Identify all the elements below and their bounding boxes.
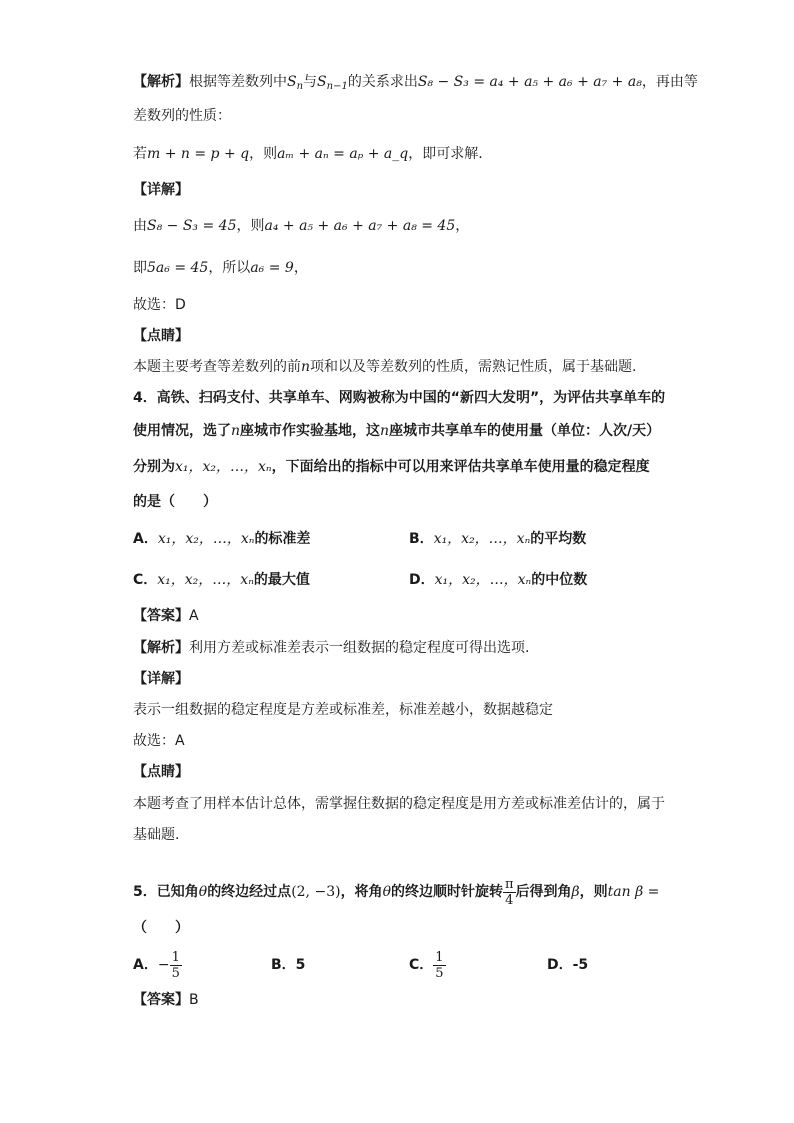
math-xs: x₁，x₂，…，xₙ xyxy=(157,572,254,588)
option-text: 的标准差 xyxy=(254,531,311,547)
answer-value: B xyxy=(189,992,199,1008)
text: ，下面给出的指标中可以用来评估共享单车使用量的稳定程度 xyxy=(271,459,650,475)
answer-value: A xyxy=(189,608,199,624)
math-tan-beta: tan β = xyxy=(607,884,660,900)
text: ，则 xyxy=(236,218,265,234)
q3-analysis-line1 xyxy=(133,70,698,94)
option-label: C． xyxy=(409,957,434,973)
text: ，即可求解. xyxy=(408,146,483,162)
math-theta: θ xyxy=(382,884,391,900)
q5-paren: （ ） xyxy=(133,920,189,936)
formula-eq4: a₆ = 9 xyxy=(250,260,294,276)
option-text: 的平均数 xyxy=(530,531,587,547)
q3-dianjing-text xyxy=(133,355,664,379)
text: 由 xyxy=(133,218,147,234)
text: ，则 xyxy=(579,884,608,900)
math-sn xyxy=(287,74,303,90)
q4-option-a xyxy=(133,527,310,551)
q4-answer xyxy=(133,604,664,628)
analysis-text: 利用方差或标准差表示一组数据的稳定程度可得出选项. xyxy=(189,640,530,656)
q4-option-c xyxy=(133,568,310,592)
fraction-denominator: 5 xyxy=(171,965,180,981)
q5-stem-line1 xyxy=(133,870,664,914)
q4-option-d xyxy=(409,568,587,592)
text: ，将角 xyxy=(340,884,383,900)
math-xs: x₁，x₂，…，xₙ xyxy=(434,572,532,588)
formula-eq1: S₈ − S₃ = 45 xyxy=(147,218,237,234)
q4-stem-line1: 4．高铁、扫码支付、共享单车、网购被称为中国的“新四大发明”，为评估共享单车的 xyxy=(133,390,666,406)
formula-am-an: aₘ + aₙ = aₚ + a_q xyxy=(277,146,409,162)
q5-option-d: D．-5 xyxy=(547,957,589,973)
q4-dianjing-tag: 【点睛】 xyxy=(133,764,189,780)
answer-tag: 【答案】 xyxy=(133,992,189,1008)
q4-analysis xyxy=(133,636,664,660)
formula-eq3: 5a₆ = 45 xyxy=(147,260,209,276)
q5-option-b: B．5 xyxy=(271,957,306,973)
sub-n: n xyxy=(296,81,304,92)
fraction-one-fifth xyxy=(433,950,445,981)
math-n: n xyxy=(231,423,241,439)
text: ，所以 xyxy=(208,260,251,276)
sn-symbol: S xyxy=(317,74,327,90)
q4-stem-line2 xyxy=(133,419,664,443)
q4-detail-tag: 【详解】 xyxy=(133,671,189,687)
fraction-numerator: π xyxy=(505,876,514,892)
q5-option-c xyxy=(409,945,446,985)
fraction-numerator: 1 xyxy=(171,949,180,965)
text: 本题主要考查等差数列的前 xyxy=(133,359,301,375)
analysis-tag: 【解析】 xyxy=(133,74,189,90)
q4-dianjing-line1: 本题考查了用样本估计总体，需掌握住数据的稳定程度是用方差或标准差估计的，属于 xyxy=(133,796,665,812)
text: 的关系求出 xyxy=(347,74,418,90)
formula-mnpq: m + n = p + q xyxy=(147,146,250,162)
math-n: n xyxy=(301,359,311,375)
text: 根据等差数列中 xyxy=(189,74,287,90)
q3-analysis-line3 xyxy=(133,142,664,166)
fraction-pi-over-4 xyxy=(503,877,516,908)
text: ， xyxy=(293,260,308,276)
text: 即 xyxy=(133,260,147,276)
math-xs: x₁，x₂，…，xₙ xyxy=(157,531,255,547)
math-xs: x₁，x₂，…，xₙ xyxy=(175,459,272,475)
formula-s8-s3: S₈ − S₃ = a₄ + a₅ + a₆ + a₇ + a₈ xyxy=(417,74,642,90)
minus-sign: − xyxy=(157,957,170,973)
q5-answer xyxy=(133,988,664,1012)
option-label: A． xyxy=(133,531,158,547)
option-label: C． xyxy=(133,572,158,588)
q3-detail-line1 xyxy=(133,214,664,238)
text: ，再由等 xyxy=(641,74,698,90)
q4-option-b xyxy=(409,527,586,551)
q4-stem-line4: 的是（ ） xyxy=(133,494,217,510)
fraction-one-fifth xyxy=(170,950,182,981)
q3-detail-line2 xyxy=(133,256,664,280)
q4-detail-text: 表示一组数据的稳定程度是方差或标准差，标准差越小，数据越稳定 xyxy=(133,702,553,718)
text: 若 xyxy=(133,146,147,162)
fraction-denominator: 5 xyxy=(435,965,444,981)
text: 分别为 xyxy=(133,459,175,475)
q4-dianjing-line2: 基础题. xyxy=(133,827,180,843)
text: 与 xyxy=(303,74,318,90)
math-theta: θ xyxy=(198,884,208,900)
sn-symbol: S xyxy=(287,74,297,90)
text: 座城市共享单车的使用量（单位：人次/天） xyxy=(389,423,661,439)
option-label: D． xyxy=(409,572,435,588)
text: ，则 xyxy=(249,146,278,162)
q4-choose: 故选：A xyxy=(133,733,185,749)
analysis-tag: 【解析】 xyxy=(133,640,189,656)
math-sn-1 xyxy=(317,74,348,90)
text: 后得到角 xyxy=(515,884,572,900)
option-label: B． xyxy=(409,531,434,547)
q3-detail-tag: 【详解】 xyxy=(133,182,189,198)
formula-eq2: a₄ + a₅ + a₆ + a₇ + a₈ = 45 xyxy=(264,218,456,234)
q3-choose: 故选：D xyxy=(133,297,186,313)
fraction-numerator: 1 xyxy=(435,949,444,965)
answer-tag: 【答案】 xyxy=(133,608,189,624)
text: 5．已知角 xyxy=(133,884,199,900)
fraction-denominator: 4 xyxy=(505,892,514,908)
math-xs: x₁，x₂，…，xₙ xyxy=(433,531,531,547)
math-beta: β xyxy=(571,884,580,900)
q3-dianjing-tag: 【点睛】 xyxy=(133,328,189,344)
q5-option-a xyxy=(133,945,182,985)
math-n: n xyxy=(380,423,390,439)
option-label: A． xyxy=(133,957,158,973)
text: ， xyxy=(455,218,470,234)
text: 座城市作实验基地，这 xyxy=(240,423,381,439)
sub-n-1: n−1 xyxy=(326,81,348,92)
text: 项和以及等差数列的性质，需熟记性质，属于基础题. xyxy=(310,359,637,375)
option-text: 的最大值 xyxy=(253,572,310,588)
option-text: 的中位数 xyxy=(531,572,588,588)
q4-stem-line3 xyxy=(133,455,664,479)
text: 的终边经过点 xyxy=(207,884,292,900)
q3-analysis-line2: 差数列的性质： xyxy=(133,108,231,124)
text: 使用情况，选了 xyxy=(133,423,231,439)
text: 的终边顺时针旋转 xyxy=(391,884,503,900)
math-point: (2, −3) xyxy=(291,884,341,900)
